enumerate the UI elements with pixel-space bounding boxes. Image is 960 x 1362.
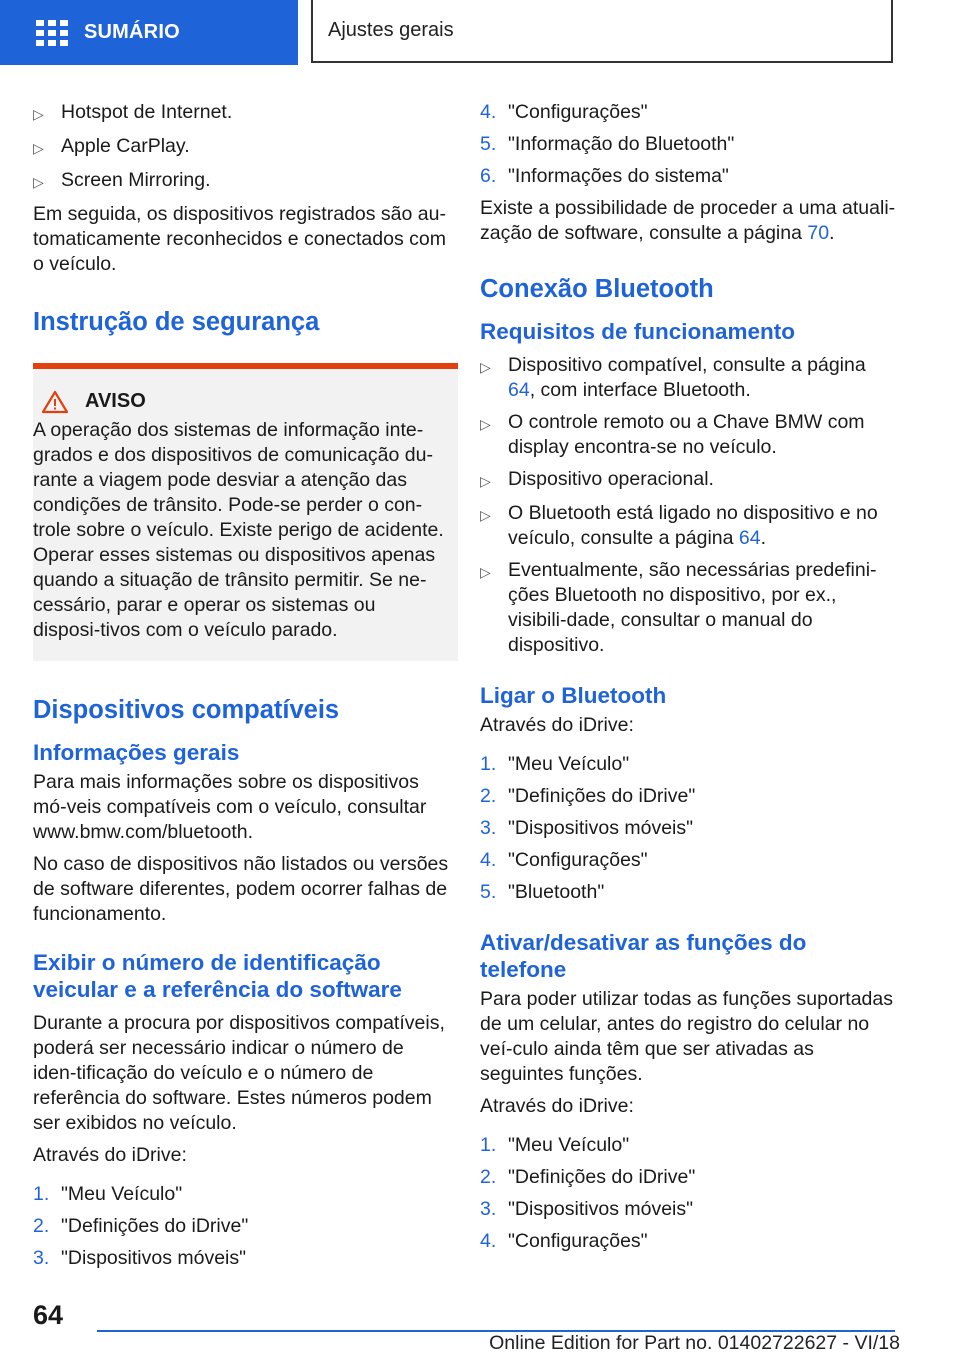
list-item: ▷ Dispositivo operacional. [480, 467, 896, 494]
intro-paragraph: Em seguida, os dispositivos registrados são au-tomaticamente reconhecidos e conectados com o veículo. [33, 203, 446, 275]
list-item: ▷ O Bluetooth está ligado no dispositivo e no veículo, consulte a página 64. [480, 502, 878, 549]
step-item: 2. "Definições do iDrive" [480, 1166, 696, 1188]
info-paragraph-2: No caso de dispositivos não listados ou versões de software diferentes, podem ocorrer falhas de funcionamento. [33, 853, 449, 925]
footer-edition: Online Edition for Part no. 01402722627 - VI/18 [489, 1332, 900, 1354]
list-item: ▷ O controle remoto ou a Chave BMW com display encontra-se no veículo. [480, 411, 865, 458]
warning-body: A operação dos sistemas de informação inte-grados e dos dispositivos de comunicação du-rante a viagem pode desviar a atenção das condições de trânsito. Pode-se perder o con-trole sobre o veículo. Existe perigo de acidente. Operar esses sistemas ou dispositivos apenas quando a situação de trânsito permitir. Se ne-cessário, parar e operar os sistemas ou disposi-tivos com o veículo parado. [33, 419, 444, 641]
page-number: 64 [33, 1300, 64, 1330]
right-column [480, 100, 896, 1261]
section-title-tab [311, 0, 893, 63]
vin-paragraph: Durante a procura por dispositivos compatíveis, poderá ser necessário indicar o número de iden-tificação do veículo e o número de referência do software. Estes números podem ser exibidos no veículo. [33, 1012, 445, 1134]
connect-heading: Ligar o Bluetooth [480, 683, 667, 708]
triangle-bullet-icon: ▷ [480, 564, 491, 580]
phone-via: Através do iDrive: [480, 1095, 634, 1117]
page-link[interactable]: 64 [738, 527, 761, 549]
warning-triangle-icon [41, 390, 69, 414]
step-item: 4. "Configurações" [480, 101, 648, 123]
list-item: ▷ Dispositivo compatível, consulte a página 64, com interface Bluetooth. [480, 354, 866, 401]
step-item: 2. "Definições do iDrive" [33, 1215, 249, 1237]
grid-menu-icon [36, 20, 68, 46]
info-heading: Informações gerais [33, 740, 240, 765]
vin-via: Através do iDrive: [33, 1144, 187, 1166]
info-paragraph-1: Para mais informações sobre os dispositivos mó-veis compatíveis com o veículo, consultar www.bmw.com/bluetooth. [33, 771, 427, 843]
step-item: 3. "Dispositivos móveis" [480, 817, 694, 839]
phone-paragraph: Para poder utilizar todas as funções suportadas de um celular, antes do registro do celular no veí-culo ainda têm que ser ativadas as seguintes funções. [480, 988, 893, 1085]
bluetooth-heading: Conexão Bluetooth [480, 275, 714, 303]
step-item: 4. "Configurações" [480, 849, 648, 871]
triangle-bullet-icon: ▷ [33, 140, 44, 156]
update-paragraph: Existe a possibilidade de proceder a uma atuali-zação de software, consulte a página 70. [480, 197, 896, 244]
compat-heading: Dispositivos compatíveis [33, 696, 340, 724]
page-link[interactable]: 64 [508, 379, 530, 401]
step-item: 1. "Meu Veículo" [480, 1134, 630, 1156]
page-link[interactable]: 70 [807, 222, 830, 244]
left-column [33, 100, 449, 1278]
step-item: 4. "Configurações" [480, 1230, 648, 1252]
toc-button[interactable] [0, 0, 298, 65]
step-item: 3. "Dispositivos móveis" [33, 1247, 247, 1269]
warning-box [33, 363, 458, 661]
step-item: 2. "Definições do iDrive" [480, 785, 696, 807]
triangle-bullet-icon: ▷ [480, 473, 491, 489]
safety-heading: Instrução de segurança [33, 308, 320, 336]
section-title: Ajustes gerais [328, 19, 454, 41]
step-item: 1. "Meu Veículo" [480, 753, 630, 775]
toc-label: SUMÁRIO [84, 21, 180, 43]
vin-heading: Exibir o número de identificação veicular e a referência do software [33, 950, 402, 1002]
step-item: 5. "Bluetooth" [480, 881, 605, 903]
list-item: ▷ Hotspot de Internet. [33, 100, 449, 127]
connect-via: Através do iDrive: [480, 714, 634, 736]
warning-title: AVISO [85, 390, 146, 412]
list-item: ▷ Screen Mirroring. [33, 168, 449, 195]
step-item: 6. "Informações do sistema" [480, 165, 729, 187]
step-item: 1. "Meu Veículo" [33, 1183, 183, 1205]
triangle-bullet-icon: ▷ [480, 359, 491, 375]
triangle-bullet-icon: ▷ [480, 507, 491, 523]
triangle-bullet-icon: ▷ [33, 106, 44, 122]
step-item: 5. "Informação do Bluetooth" [480, 133, 735, 155]
requirements-heading: Requisitos de funcionamento [480, 319, 796, 344]
list-item: ▷ Apple CarPlay. [33, 134, 449, 161]
list-item: ▷ Eventualmente, são necessárias predefini-ções Bluetooth no dispositivo, por ex., visibili-dade, consultar o manual do dispositivo. [480, 559, 877, 656]
triangle-bullet-icon: ▷ [480, 416, 491, 432]
step-item: 3. "Dispositivos móveis" [480, 1198, 694, 1220]
triangle-bullet-icon: ▷ [33, 174, 44, 190]
phone-functions-heading: Ativar/desativar as funções do telefone [480, 930, 807, 982]
